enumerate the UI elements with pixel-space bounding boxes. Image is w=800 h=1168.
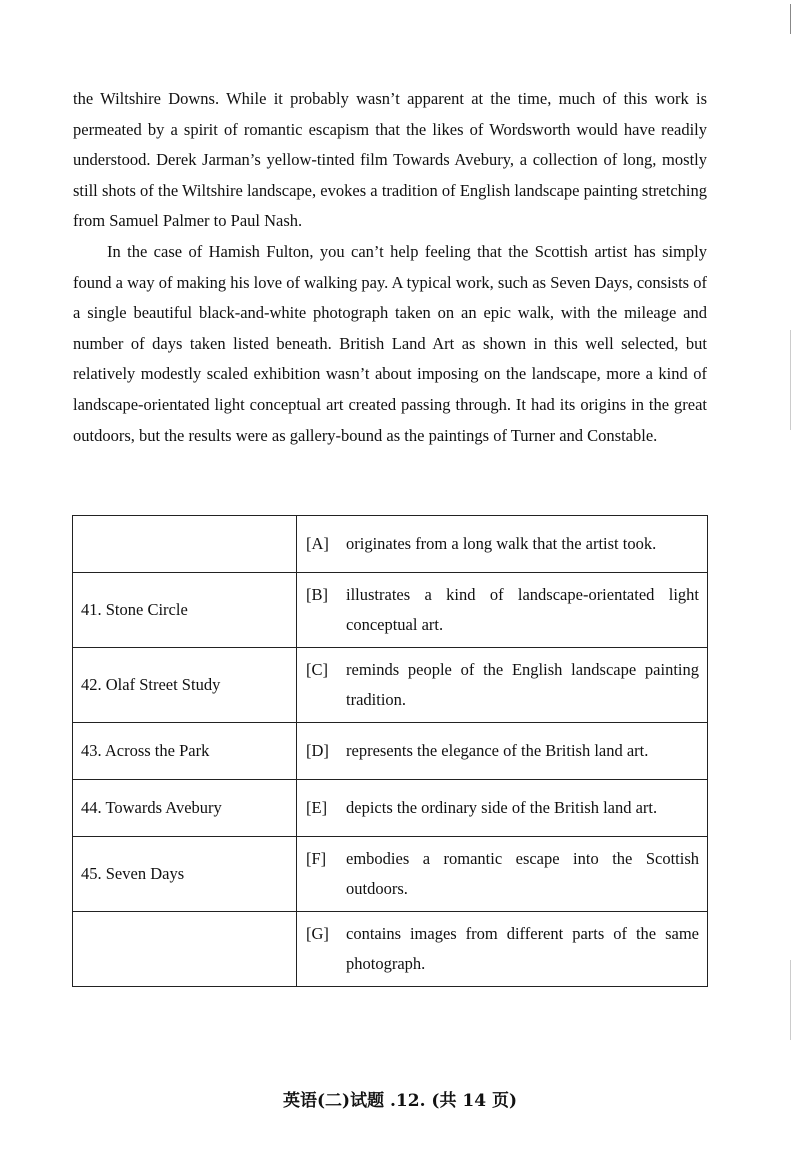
option-cell	[297, 780, 708, 837]
table-row	[73, 516, 708, 573]
option-c	[306, 655, 699, 715]
option-letter: [G]	[306, 924, 329, 943]
page-footer: 英语(二)试题 .12. (共 14 页)	[283, 1091, 517, 1111]
reading-passage	[73, 84, 707, 451]
option-cell	[297, 573, 708, 648]
scan-edge-mark	[790, 330, 791, 430]
passage-paragraph-2: In the case of Hamish Fulton, you can’t help feeling that the Scottish artist has simply found a way of making his love of walking pay. A typical work, such as Seven Days, consists of a single beautiful black-and-white photograph taken on an epic walk, with the mileage and number of days taken listed beneath. British Land Art as shown in this well selected, but relatively modestly scaled exhibition wasn’t about imposing on the landscape, more a kind of landscape-orientated light conceptual art created passing through. It had its origins in the great outdoors, but the results were as gallery-bound as the paintings of Turner and Constable.	[73, 241, 707, 445]
table-row	[73, 648, 708, 723]
option-text: represents the elegance of the British land art.	[346, 741, 649, 760]
option-letter: [A]	[306, 534, 329, 553]
table-row	[73, 912, 708, 987]
question-cell: 45. Seven Days	[73, 837, 297, 912]
option-d	[306, 736, 699, 766]
scan-edge-mark	[790, 960, 791, 1040]
table-row	[73, 837, 708, 912]
option-cell	[297, 837, 708, 912]
option-text: illustrates a kind of landscape-orientated light conceptual art.	[346, 585, 699, 634]
option-letter: [F]	[306, 849, 327, 868]
option-e	[306, 793, 699, 823]
option-text: contains images from different parts of the same photograph.	[346, 924, 699, 973]
question-cell	[73, 516, 297, 573]
option-letter: [E]	[306, 798, 328, 817]
question-cell	[73, 912, 297, 987]
option-g	[306, 919, 699, 979]
table-row	[73, 780, 708, 837]
option-cell	[297, 648, 708, 723]
passage-paragraph-1: the Wiltshire Downs. While it probably wasn’t apparent at the time, much of this work is permeated by a spirit of romantic escapism that the likes of Wordsworth would have readily understood. Derek Jarman’s yellow-tinted film Towards Avebury, a collection of long, mostly still shots of the Wiltshire landscape, evokes a tradition of English landscape painting stretching from Samuel Palmer to Paul Nash.	[73, 89, 707, 231]
question-cell: 44. Towards Avebury	[73, 780, 297, 837]
option-cell	[297, 516, 708, 573]
question-cell: 41. Stone Circle	[73, 573, 297, 648]
option-text: depicts the ordinary side of the British land art.	[346, 798, 658, 817]
option-text: reminds people of the English landscape painting tradition.	[346, 660, 699, 709]
option-cell	[297, 723, 708, 780]
option-text: originates from a long walk that the artist took.	[346, 534, 657, 553]
option-a	[306, 529, 699, 559]
option-b	[306, 580, 699, 640]
option-text: embodies a romantic escape into the Scottish outdoors.	[346, 849, 699, 898]
option-letter: [B]	[306, 585, 328, 604]
matching-table	[72, 515, 708, 987]
option-cell	[297, 912, 708, 987]
option-f	[306, 844, 699, 904]
table-row	[73, 573, 708, 648]
table-row	[73, 723, 708, 780]
option-letter: [D]	[306, 741, 329, 760]
option-letter: [C]	[306, 660, 328, 679]
question-cell: 42. Olaf Street Study	[73, 648, 297, 723]
scan-edge-mark	[790, 4, 791, 34]
question-cell: 43. Across the Park	[73, 723, 297, 780]
